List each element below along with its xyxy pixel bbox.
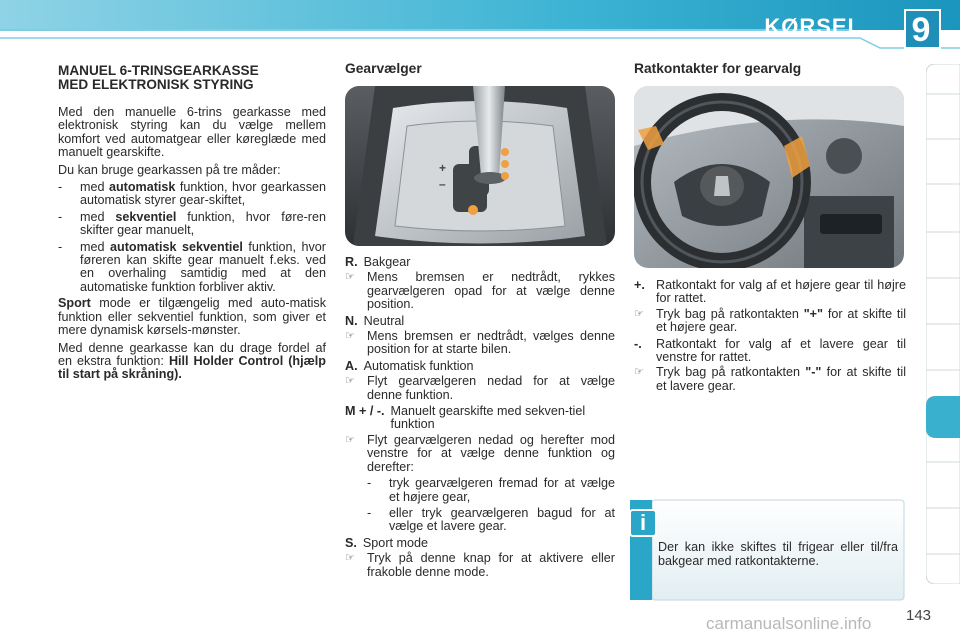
chapter-title: KØRSEL [764, 14, 862, 39]
plus-mark: + [439, 161, 447, 175]
list-item: ☞ Flyt gearvælgeren nedad for at vælge denne funktion. [345, 374, 615, 402]
list-item: - tryk gearvælgeren fremad for at vælge et højere gear, [367, 476, 615, 504]
pointing-hand-icon: ☞ [345, 330, 355, 343]
steering-controls-title: Ratkontakter for gearvalg [634, 61, 802, 76]
pointing-hand-icon: ☞ [345, 375, 355, 388]
list-item: ☞ Mens bremsen er nedtrådt, vælges denne position for at starte bilen. [345, 329, 615, 357]
list-item: - med automatisk funktion, hvor gearkassen automatisk styrer gear-skiftet, [58, 180, 327, 208]
gear-positions [345, 254, 615, 582]
page-number: 143 [906, 607, 932, 624]
position-s: S. Sport mode [345, 535, 429, 550]
gear-selector-title: Gearvælger [345, 61, 422, 76]
list-item: ☞ Mens bremsen er nedtrådt, rykkes gearvælgeren opad for at vælge denne position. [345, 270, 615, 312]
info-box [630, 498, 906, 602]
position-a: A. Automatisk funktion [345, 358, 474, 373]
left-column [58, 64, 326, 386]
list-item: ☞ Tryk bag på ratkontakten "+" for at skifte til et højere gear. [634, 306, 907, 335]
steering-controls [634, 277, 906, 396]
page-header [0, 0, 960, 50]
pointing-hand-icon: ☞ [634, 307, 644, 320]
gear-selector-image [345, 86, 615, 246]
right-column [634, 62, 906, 75]
section-title: MANUEL 6-TRINSGEARKASSE MED ELEKTRONISK STYRING [58, 63, 259, 92]
position-r: R. Bakgear [345, 255, 411, 269]
minus-mark: – [439, 177, 446, 191]
info-icon: i [639, 510, 647, 535]
list-item: - med automatisk sekventiel funktion, hvor føreren kan skifte gear manuelt f.eks. ved en overhaling samtidig med at den automatiske funktion forbliver aktiv. [58, 239, 326, 294]
watermark: carmanualsonline.info [706, 614, 872, 633]
pointing-hand-icon: ☞ [345, 271, 355, 284]
pointing-hand-icon: ☞ [634, 366, 644, 379]
list-item: ☞ Flyt gearvælgeren nedad og herefter mod venstre for at vælge denne funktion og derefter: [345, 432, 615, 474]
pointing-hand-icon: ☞ [345, 433, 355, 446]
hill-holder-paragraph: Med denne gearkasse kan du drage fordel af en ekstra funktion: Hill Holder Control (hjælp til start på skråning). [58, 340, 326, 382]
position-m: M + / -. Manuelt gearskifte med sekven-tiel funktion [345, 404, 586, 432]
pointing-hand-icon: ☞ [345, 552, 355, 565]
paddle-minus: -. Ratkontakt for valg af et lavere gear til venstre for rattet. [634, 336, 906, 365]
chapter-tabs [926, 64, 960, 584]
usage-intro: Du kan bruge gearkassen på tre måder: [58, 162, 281, 177]
position-n: N. Neutral [345, 313, 405, 328]
paddle-plus: +. Ratkontakt for valg af et højere gear til højre for rattet. [634, 278, 906, 306]
list-item: ☞ Tryk på denne knap for at aktivere eller frakoble denne mode. [345, 551, 615, 579]
intro-paragraph: Med den manuelle 6-trins gearkasse med elektronisk styring kan du vælge mellem komfort ved automatgear eller køreglæde med manuelt gearskifte. [58, 105, 326, 160]
middle-column [345, 62, 615, 75]
info-text: Der kan ikke skiftes til frigear eller til/fra bakgear med ratkontakterne. [658, 540, 898, 568]
list-item: - eller tryk gearvælgeren bagud for at vælge et lavere gear. [367, 505, 615, 534]
list-item: - med sekventiel funktion, hvor føre-ren skifter gear manuelt, [58, 209, 326, 238]
active-chapter-tab [926, 396, 960, 438]
chapter-number: 9 [911, 11, 931, 49]
sport-paragraph: Sport mode er tilgængelig med auto-matisk funktion eller sekventiel funktion, som giver et mere dynamisk kørsels-mønster. [58, 296, 326, 338]
steering-wheel-image [634, 86, 904, 268]
list-item: ☞ Tryk bag på ratkontakten "-" for at skifte til et lavere gear. [634, 365, 907, 393]
